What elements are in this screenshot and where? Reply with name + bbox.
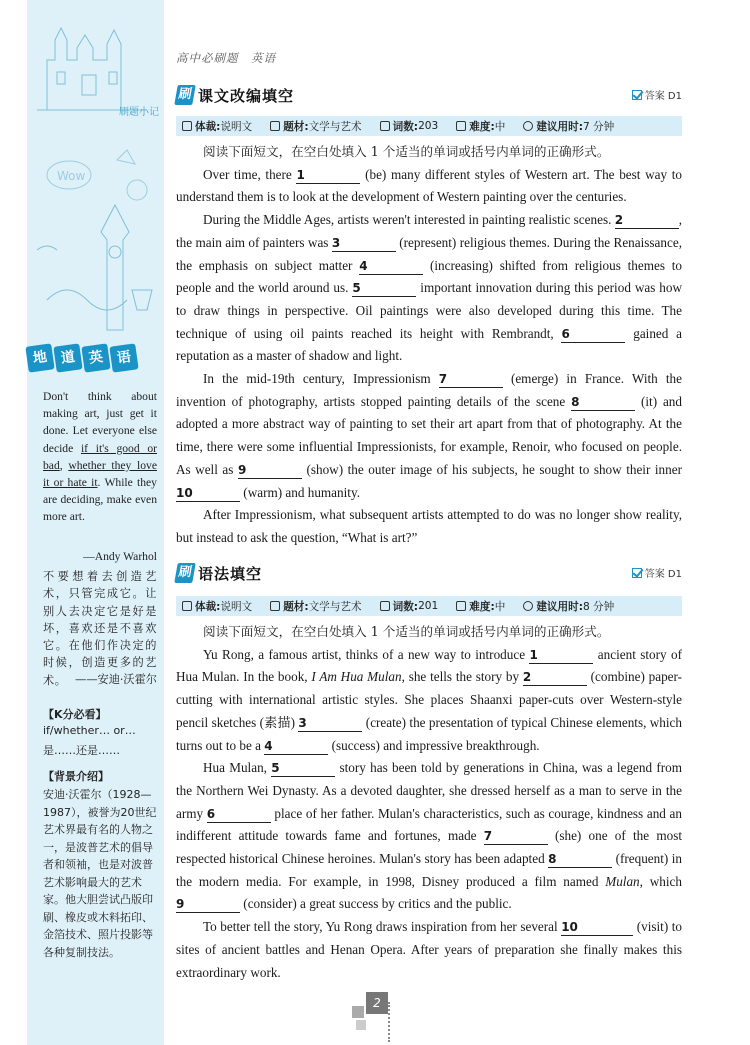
answer-blank[interactable]: 7 [439,372,503,388]
info-bar [176,116,682,136]
paragraph: Hua Mulan, 5 story has been told by generations in China, was a legend from the Northern Wei Dynasty. As a devoted daughter, she dressed herself as a man to serve in the army 6 place of her father. Mulan's characteristics, such as courage, kindness and an indifferent attitude towards fame and fortunes, made 7 (she) one of the most respected historical Chinese heroines. Mulan's story has been adapted 8 (frequent) in the modern media. For example, in 1998, Disney produced a film named Mulan, which 9 (consider) a great success by critics and the public. [176,760,682,912]
instruction: 阅读下面短文，在空白处填入 1 个适当的单词或括号内单词的正确形式。 [203,144,610,159]
passage-2 [176,621,682,984]
decorative-square [356,1020,366,1030]
paragraph: After Impressionism, what subsequent artists attempted to do was no longer show reality, but instead to ask the question, “What is art?” [176,507,682,545]
passage-1 [176,141,682,550]
answer-blank[interactable]: 1 [296,168,360,184]
time-info: 建议用时: 7 分钟 [523,119,614,134]
background-text: 安迪·沃霍尔（1928—1987），被誉为20世纪艺术界最有名的人物之一，是波普艺术的倡导者和领袖，也是对波普艺术影响最大的艺术家。他大胆尝试凸版印刷、橡皮或木料拓印、金箔技术、照片投影等各种复制技法。 [43,788,157,959]
topic-icon [270,601,280,611]
paragraph: During the Middle Ages, artists weren't interested in painting realistic scenes. 2 , the main aim of painters was 3 (represent) religious themes. During the Renaissance, the emphasis on subject matter 4 (increasing) shifted from religious themes to people and the world around us. 5 important innovation during this period was how to draw things in perspective. Oil paintings were also developed during this time. The technique of using oil paints reached its height with Rembrandt, 6 gained a reputation as a master of shadow and light. [176,212,683,364]
check-icon [632,568,642,578]
answer-blank[interactable]: 4 [359,259,423,275]
answer-blank[interactable]: 6 [207,807,271,823]
page-number: 2 [366,992,388,1014]
key-point-line: if/whether… or… [43,724,136,737]
decorative-square [352,1006,364,1018]
dotted-line [388,1002,390,1042]
chinese-quote-author: ——安迪·沃霍尔 [75,673,157,686]
badge-char: 地 [25,343,54,372]
section-title: 语法填空 [198,564,263,583]
chart-icon [456,121,466,131]
quote-author: —Andy Warhol [83,550,157,563]
answer-blank[interactable]: 2 [615,213,679,229]
answer-blank[interactable]: 3 [332,236,396,252]
answer-blank[interactable]: 3 [298,716,362,732]
pen-icon [380,601,390,611]
book-icon [182,121,192,131]
topic-info: 题材: 文学与艺术 [270,599,361,614]
book-icon [182,601,192,611]
answer-blank[interactable]: 8 [548,852,612,868]
section-header [176,82,682,108]
answer-blank[interactable]: 2 [523,670,587,686]
brush-icon: 刷 [174,563,196,583]
info-bar [176,596,682,616]
key-points-heading: 【K分必看】 [43,708,107,721]
underlined-phrase: if it's good or bad [43,441,157,472]
difficulty-info: 难度: 中 [456,599,505,614]
svg-text:Wow: Wow [57,169,86,183]
answer-blank[interactable]: 1 [529,648,593,664]
answer-blank[interactable]: 10 [176,486,240,502]
topic-icon [270,121,280,131]
pen-icon [380,121,390,131]
answer-blank[interactable]: 8 [571,395,635,411]
paragraph: Over time, there 1 (be) many different styles of Western art. The best way to understand them is to look at the development of Western painting over the centuries. [176,166,682,205]
running-head: 高中必刷题 英语 [176,51,276,65]
difficulty-info: 难度: 中 [456,119,505,134]
answer-blank[interactable]: 9 [176,897,240,913]
english-quote: Don't think about making art, just get it done. Let everyone else decide if it's good or bad, whether they love it or hate it. While they are deciding, make even more art. [43,390,157,524]
answer-link[interactable] [632,87,682,102]
background-heading: 【背景介绍】 [43,770,109,783]
answer-label: 答案 D1 [644,569,682,580]
underlined-phrase: whether they love it or hate it [43,458,157,490]
paragraph: To better tell the story, Yu Rong draws inspiration from her several 10 (visit) to sites of ancient battles and Henan Opera. After years of preparation she finally makes this extraordinary work. [176,919,682,980]
paragraph: Yu Rong, a famous artist, thinks of a new way to introduce 1 ancient story of Hua Mulan. In the book, I Am Hua Mulan, she tells the story by 2 (combine) paper-cutting with international artistic styles. She places Shaanxi paper-cuts over Western-style pencil sketches (素描) 3 (create) the presentation of typical Chinese elements, which turns out to be a 4 (success) and impressive breakthrough. [176,646,683,753]
answer-blank[interactable]: 4 [264,739,328,755]
topic-info: 题材: 文学与艺术 [270,119,361,134]
answer-blank[interactable]: 5 [352,281,416,297]
answer-blank[interactable]: 10 [561,920,633,936]
word-count-info: 词数: 203 [380,119,439,134]
answer-blank[interactable]: 9 [238,463,302,479]
answer-link[interactable] [632,565,682,580]
badge-char: 道 [53,343,82,372]
badge-char: 英 [81,343,110,372]
sidebar-illustration [27,0,164,340]
paragraph: In the mid-19th century, Impressionism 7 (emerge) in France. With the invention of photography, artists stopped painting details of the scene 8 (it) and adopted a more abstract way of painting to set their art apart from that of photography. At the time, there were some influential Impressionists, for example, Renoir, who focused on people. As well as 9 (show) the outer image of his subjects, he sought to show their inner 10 (warm) and humanity. [176,371,682,500]
book-title: I Am Hua Mulan [311,669,402,685]
genre-info: 体裁: 说明文 [182,599,252,614]
chinese-quote: 不要想着去创造艺术，只管完成它。让别人去决定它是好是坏，喜欢还是不喜欢它。在他们作决定的时候，创造更多的艺术。 [43,570,157,687]
clock-icon [523,601,533,611]
brush-icon: 刷 [174,85,196,105]
section-header [176,560,682,586]
badge-char: 语 [109,343,138,372]
idiomatic-english-badge [27,345,137,371]
genre-info: 体裁: 说明文 [182,119,252,134]
instruction: 阅读下面短文，在空白处填入 1 个适当的单词或括号内单词的正确形式。 [203,624,610,639]
key-point-line: 是……还是…… [43,744,120,757]
answer-blank[interactable]: 5 [271,761,335,777]
time-info: 建议用时: 8 分钟 [523,599,614,614]
film-title: Mulan [605,873,640,889]
chart-icon [456,601,466,611]
check-icon [632,90,642,100]
answer-blank[interactable]: 6 [561,327,625,343]
word-count-info: 词数: 201 [380,599,439,614]
sidebar-notes-label: 刷题小记 [119,107,159,118]
section-title: 课文改编填空 [198,86,295,105]
answer-blank[interactable]: 7 [484,829,548,845]
answer-label: 答案 D1 [644,91,682,102]
clock-icon [523,121,533,131]
